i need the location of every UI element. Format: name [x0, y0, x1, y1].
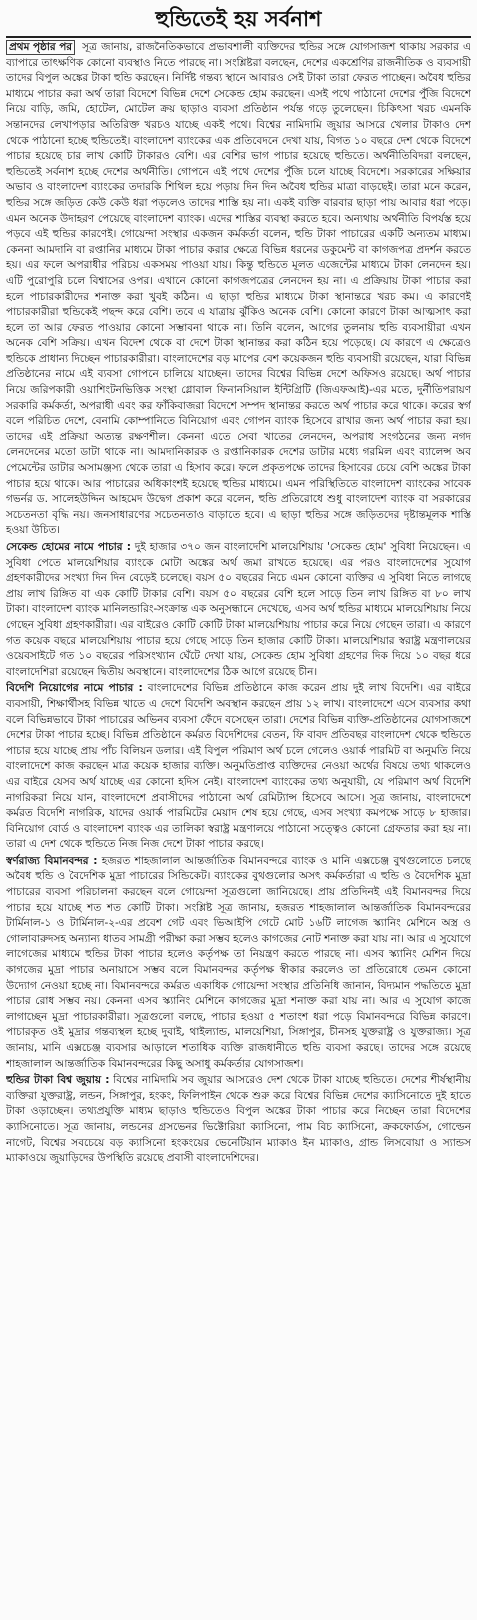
paragraph-text: বিশ্বের নামিদামি সব জুয়ার আসরেও দেশ থেকে টাকা যাচ্ছে হুন্ডিতে। দেশের শীর্ষস্থানীয় ব্যক্তিরা যুক্তরাষ্ট্র, লন্ডন, সিঙ্গাপুর, হংকং, ফিলিপাইন থেকে শুরু করে বিশ্বের বিভিন্ন দেশের ক্যাসিনোতে দুই হাতে টাকা ওড়াচ্ছেন। তথ্যপ্রযুক্তি মাধ্যম ছাড়াও হুন্ডিতেও বিপুল অঙ্কের টাকা পাচার করে নিচ্ছেন তারা বিদেশের ক্যাসিনোতে। সূত্র জানায়, লন্ডনের গ্রসভেনর ভিক্টোরিয়া ক্যাসিনো, পাম বিচ ক্যাসিনো, ক্রকফোর্ডস, গোল্ডেন নাগেট, বিশ্বের সবচেয়ে বড় ক্যাসিনো হংকংয়ের ভেনেটিয়ান ম্যাকাও ইন ম্যাকাও, গ্রান্ড লিসবোয়া ও স্যান্ডস ম্যাকাওয়ে জুয়াড়িদের উপস্থিতি রয়েছে প্রবাসী বাংলাদেশিদের।: [6, 1074, 471, 1165]
continued-from-front-page-label: প্রথম পৃষ্ঠার পর: [6, 40, 75, 55]
paragraph-text: সূত্র জানায়, রাজনৈতিকভাবে প্রভাবশালী ব্যক্তিদের হুন্ডির সঙ্গে যোগসাজশ থাকায় সরকার এ ব্যাপারে তাৎক্ষণিক কোনো ব্যবস্থাও নিতে পারছে না। সংশ্লিষ্টরা বলছেন, দেশের একশ্রেণির রাজনীতিক ও ব্যবসায়ী তাদের বিপুল অঙ্কের টাকা হুন্ডি করছেন। নির্দিষ্ট গন্তব্য স্থানে আবারও সেই টাকা তারা ফেরত পাচ্ছেন। অবৈধ হুন্ডির মাধ্যমে পাচার করা অর্থ তারা বিদেশে বিভিন্ন দেশে সেকেন্ড হোম করছেন। এসই পথে পাঠানো দেশের পুঁজি বিদেশে নিয়ে বাড়ি, জমি, হোটেল, মোটেল ক্রয় ছাড়াও ব্যবসা প্রতিষ্ঠান পর্যন্ত গড়ে তুলেছেন। চিকিৎসা খরচ এমনকি সন্তানদের লেখাপড়ার অতিরিক্ত খরচও যাচ্ছে একই পথে। বিশ্বের নামিদামি জুয়ার আসরে খেলার টাকাও দেশ থেকে পাঠানো হচ্ছে হুন্ডিতেই। বাংলাদেশ ব্যাংকের এক প্রতিবেদনে দেখা যায়, বিগত ১০ বছরে দেশ থেকে বিদেশে পাচার হয়েছে চার লাখ কোটি টাকারও বেশি। এর বেশির ভাগ পাচার হয়েছে হুন্ডিতে। অর্থনীতিবিদরা বলছেন, হুন্ডিতেই সর্বনাশ হচ্ছে দেশের অর্থনীতি। গোপনে এই পথে দেশের পুঁজি চলে যাচ্ছে বিদেশে। সরকারের সক্ষিয়ার অভাব ও বাংলাদেশ ব্যাংকের তদারকি শিথিল হয়ে পড়ায় দিন দিন অবৈধ হুন্ডির মাত্রা বাড়ছেই। তারা মনে করেন, হুন্ডির সঙ্গে জড়িত কেউ কেউ ধরা পড়লেও তাদের শাস্তি হয় না। একই ব্যক্তি বারবার ছাড়া পায় আবার ধরা পড়ে। এমন অনেক উদাহরণ পেয়েছে বাংলাদেশ ব্যাংক। এদের শাস্তির ব্যবস্থা করতে হবে। অন্যথায় অর্থনীতি বিপর্যস্ত হয়ে পড়বে এই হুন্ডির কারণেই। গোয়েন্দা সংস্থার একজন কর্মকর্তা বলেন, হুন্ডি টাকা পাচারের একটি অন্যতম মাধ্যম। কেননা আমদানি বা রপ্তানির মাধ্যমে টাকা পাচার করার ক্ষেত্রে বিভিন্ন ধরনের ডকুমেন্ট বা কাগজপত্র প্রদর্শন করতে হয়। এর ফলে অপরাধীর পরিচয় একসময় পাওয়া যায়। কিন্তু হুন্ডিতে মূলত এজেন্টের মাধ্যমে টাকা লেনদেন হয়। এটি পুরোপুরি চলে বিশ্বাসের ওপর। এখানে কোনো কাগজপত্রের লেনদেন হয় না। এ প্রক্রিয়ায় টাকা পাচার করা হলে পাচারকারীদের শনাক্ত করা খুবই কঠিন। এ ছাড়া হুন্ডির মাধ্যমে টাকা স্থানান্তরে খরচ কম। এ কারণেই পাচারকারীরা হুন্ডিকেই পছন্দ করে বেশি। তবে এ যাত্রায় ঝুঁকিও অনেক বেশি। কোনো কারণে টাকা আত্মসাৎ করা হলে তা আর ফেরত পাওয়ার কোনো সম্ভাবনা থাকে না। তিনি বলেন, আগের তুলনায় হুন্ডি ব্যবসায়ীরা এখন অনেক বেশি সক্রিয়। এখন বিদেশ থেকে বা দেশে টাকা স্থানান্তর করা কঠিন হয়ে পড়েছে। যে কারণে এ ক্ষেত্রেও হুন্ডিকে প্রাধান্য দিচ্ছেন পাচারকারীরা। বাংলাদেশের বড় মাপের বেশ কয়েকজন হুন্ডি ব্যবসায়ী রয়েছেন, যারা বিভিন্ন প্রতিষ্ঠানের নামে এই ব্যবসা গোপনে চালিয়ে যাচ্ছেন। তাদের বিশ্বের বিভিন্ন দেশে অফিসও রয়েছে। অর্থ পাচার নিয়ে জরিপকারী ওয়াশিংটনভিত্তিক সংস্থা গ্লোবাল ফিনানসিয়াল ইন্টিগ্রিটি (জিএফআই)-এর মতে, দুর্নীতিপরায়ণ সরকারি কর্মকর্তা, অপরাধী এবং কর ফাঁকিবাজরা বিদেশে সম্পদ স্থানান্তর করতে অর্থ পাচার করে থাকে। করের স্বর্গ বলে পরিচিত দেশে, বেনামি কোম্পানিতে বিনিয়োগ এবং গোপন ব্যাংক হিসেবে রাখার জন্য অর্থ পাচার করা হয়। তাদের এই প্রক্রিয়া অত্যন্ত রক্ষণশীল। কেননা এতে সেবা খাতের লেনদেন, অপরাধ সংগঠনের জন্য নগদ লেনদেনের মতো ডাটা থাকে না। আমদানিকারক ও রপ্তানিকারক দেশের ডাটার মধ্যে গরমিল এবং ব্যালেন্স অব পেমেন্টের ডাটার অসামঞ্জস্য থেকে তারা এ হিসাব করে। ফলে প্রকৃতপক্ষে তাদের হিসাবের চেয়ে বেশি অঙ্কের টাকা পাচার হয়ে থাকে। আর পাচারের অধিকাংশই হয়েছে হুন্ডির মাধ্যমে। এমন পরিস্থিতিতে বাংলাদেশ ব্যাংকের সাবেক গভর্নর ড. সালেহউদ্দিন আহমেদ উদ্বেগ প্রকাশ করে বলেন, হুন্ডি প্রতিরোধে শুধু বাংলাদেশ ব্যাংক বা সরকারের সচেতনতা বৃদ্ধি নয়। জনসাধারণের সচেতনতাও বাড়াতে হবে। এ ছাড়া হুন্ডির সঙ্গে জড়িতদের দৃষ্টান্তমূলক শাস্তি হওয়া উচিত।: [6, 41, 471, 537]
subheading-foreign-employment: বিদেশি নিয়োগের নামে পাচার :: [6, 682, 143, 695]
paragraph-gambling: [6, 1073, 471, 1167]
paragraph-text: দুই হাজার ৩৭০ জন বাংলাদেশি মালয়েশিয়ায় 'সেকেন্ড হোম' সুবিধা নিয়েছেন। এ সুবিধা পেতে মালয়েশিয়ার ব্যাংকে মোটা অঙ্কের অর্থ জমা রাখতে হয়েছে। এর পরও বাংলাদেশের সুযোগ গ্রহণকারীদের সংখ্যা দিন দিন বেড়েই চলেছে। বয়স ৫০ বছরের নিচে এমন কোনো ব্যক্তির এ সুবিধা নিতে লাগছে প্রায় লাখ রিঙ্গিত বা এক কোটি টাকার বেশি। বয়স ৫০ বছরের বেশি হলে সাড়ে তিন লাখ রিঙ্গিত বা ৮০ লাখ টাকা। বাংলাদেশ ব্যাংক মানিলন্ডারিং-সংক্রান্ত এক অনুসন্ধানে দেখেছে, এসব অর্থ হুন্ডির মাধ্যমে মালয়েশিয়ায় নিয়ে গেছেন সুবিধা গ্রহণকারীরা। এর বাইরেও কোটি কোটি টাকা মালয়েশিয়ায় পাচার করে নিয়ে গেছেন তারা। এ কারণে গত কয়েক বছরে মালয়েশিয়ায় পাচার হয়ে গেছে সাড়ে তিন হাজার কোটি টাকা। মালয়েশিয়ার স্বরাষ্ট্র মন্ত্রণালয়ের ওয়েবসাইটে গত ১০ বছরের পরিসংখ্যান ঘেঁটে দেখা যায়, সেকেন্ড হোম সুবিধা গ্রহণের দিক দিয়ে ১০ বছর ধরে বাংলাদেশিরা রয়েছেন দ্বিতীয় অবস্থানে। বাংলাদেশের ঠিক আগে রয়েছে চীন।: [6, 541, 471, 678]
paragraph-intro: [6, 40, 471, 539]
paragraph-text: বাংলাদেশের বিভিন্ন প্রতিষ্ঠানে কাজ করেন প্রায় দুই লাখ বিদেশি। এর বাইরে ব্যবসায়ী, শিক্ষার্থীসহ বিভিন্ন খাতে এ দেশে বিদেশি অবস্থান করছেন প্রায় ১২ লাখ। বাংলাদেশে এসে ব্যবসার কথা বলে বিভিন্নভাবে টাকা পাচারের অভিনব ব্যবসা ফেঁদে বসেছেন তারা। দেশের বিভিন্ন ব্যক্তি-প্রতিষ্ঠানের যোগসাজশে দেশের টাকা পাচার হচ্ছে। বিভিন্ন প্রতিষ্ঠানে কর্মরত বিদেশিদের বেতন, ফি বাবদ প্রতিবছর বাংলাদেশ থেকে হুন্ডিতে পাচার হয়ে যাচ্ছে প্রায় পাঁচ বিলিয়ন ডলার। এই বিপুল পরিমাণ অর্থ চলে গেলেও ওয়ার্ক পারমিট বা অনুমতি নিয়ে বাংলাদেশে কাজ করছেন মাত্র কয়েক হাজার ব্যক্তি। অনুমতিপ্রাপ্ত ব্যক্তিদের নেওয়া অর্থের বিষয়ে তথ্য থাকলেও এর বাইরে যেসব অর্থ যাচ্ছে এর কোনো হদিস নেই। বাংলাদেশ ব্যাংকের তথ্য অনুযায়ী, যে পরিমাণ অর্থ বিদেশি নাগরিকরা নিয়ে যান, বাংলাদেশে প্রবাসীদের পাঠানো অর্থ রেমিট্যান্স হিসেবে আসে। সূত্র জানায়, বাংলাদেশে কর্মরত বিদেশি নাগরিক, যাদের ওয়ার্ক পারমিটের মেয়াদ শেষ হয়ে গেছে, এসব সংখ্যা কমপক্ষে সাড়ে ৮ হাজার। বিনিয়োগ বোর্ড ও বাংলাদেশ ব্যাংক এর তালিকা স্বরাষ্ট্র মন্ত্রণালয়ে পাঠানো সত্ত্বেও কোনো গ্রেফতার করা হয় না। তারা এ দেশ থেকে হুন্ডিতে নিজ নিজ দেশে টাকা পাচার করছে।: [6, 682, 471, 851]
paragraph-airport: [6, 854, 471, 1072]
paragraph-text: হজরত শাহজালাল আন্তর্জাতিক বিমানবন্দরে ব্যাংক ও মানি এক্সচেঞ্জ বুথগুলোতে চলছে অবৈধ হুন্ডি ও বৈদেশিক মুদ্রা পাচারের সিন্ডিকেট। ব্যাংকের বুথগুলোর অসৎ কর্মকর্তারা এ হুন্ডি ও বৈদেশিক মুদ্রা পাচারের ব্যবসা পরিচালনা করছেন বলে গোয়েন্দা সূত্রগুলো জানিয়েছে। প্রায় প্রতিদিনই এই বিমানবন্দর দিয়ে পাচার হয়ে যাচ্ছে শত শত কোটি টাকা। সংশ্লিষ্ট সূত্র জানায়, হজরত শাহজালাল আন্তর্জাতিক বিমানবন্দরের টার্মিনাল-১ ও টার্মিনাল-২-এর প্রবেশ গেট এবং ভিআইপি গেটে মোট ১৬টি লাগেজ স্ক্যানিং মেশিনে অস্ত্র ও গোলাবারুদসহ অন্যান্য ধাতব সামগ্রী পরীক্ষা করা সম্ভব হলেও কাগজের নোট শনাক্ত করা যায় না। আর এ সুযোগে লাগেজের মাধ্যমে হুন্ডির টাকা পাচার হলেও কর্তৃপক্ষ তা নিয়ন্ত্রণ করতে পারছে না। এসব স্ক্যানিং মেশিন দিয়ে কাগজের মুদ্রা পাচার অনায়াসে সম্ভব বলে বিমানবন্দর কর্তৃপক্ষ স্বীকার করলেও তা প্রতিরোধে তেমন কোনো উদ্যোগ নেওয়া হচ্ছে না। বিমানবন্দরে কর্মরত একাধিক গোয়েন্দা সংস্থার প্রতিনিধি জানান, বিদ্যমান পদ্ধতিতে মুদ্রা পাচার রোধ সম্ভব নয়। কেননা এসব স্ক্যানিং মেশিনে কাগজের মুদ্রা শনাক্ত করা যায় না। আর এ সুযোগ কাজে লাগাচ্ছেন মুদ্রা পাচারকারীরা। সূত্রগুলো বলছে, পাচার হওয়া ৫ শতাংশ ধরা পড়ে বিমানবন্দরে বিভিন্ন কারণে। পাচারকৃত ওই মুদ্রার গন্তব্যস্থল হচ্ছে দুবাই, থাইল্যান্ড, মালয়েশিয়া, সিঙ্গাপুর, চীনসহ যুক্তরাষ্ট্র ও যুক্তরাজ্য। সূত্র জানায়, মানি এক্সচেঞ্জ ব্যবসার আড়ালে শতাধিক ব্যক্তি রাজধানীতে হুন্ডি ব্যবসা করছে। তাদের সঙ্গে রয়েছে শাহজালাল আন্তর্জাতিক বিমানবন্দরের কিছু অসাধু কর্মকর্তার যোগসাজশ।: [6, 854, 471, 1070]
paragraph-foreign-employment: [6, 681, 471, 853]
paragraph-second-home: [6, 540, 471, 680]
subheading-gambling: হুন্ডির টাকা বিশ্ব জুয়ায় :: [6, 1074, 110, 1087]
subheading-second-home: সেকেন্ড হোমের নামে পাচার :: [6, 541, 131, 553]
headline-divider: [6, 36, 471, 38]
article-headline: হুন্ডিতেই হয় সর্বনাশ: [155, 7, 322, 31]
article-body: [6, 40, 471, 1620]
subheading-airport: স্বর্ণরাজ্য বিমানবন্দর :: [6, 854, 98, 867]
